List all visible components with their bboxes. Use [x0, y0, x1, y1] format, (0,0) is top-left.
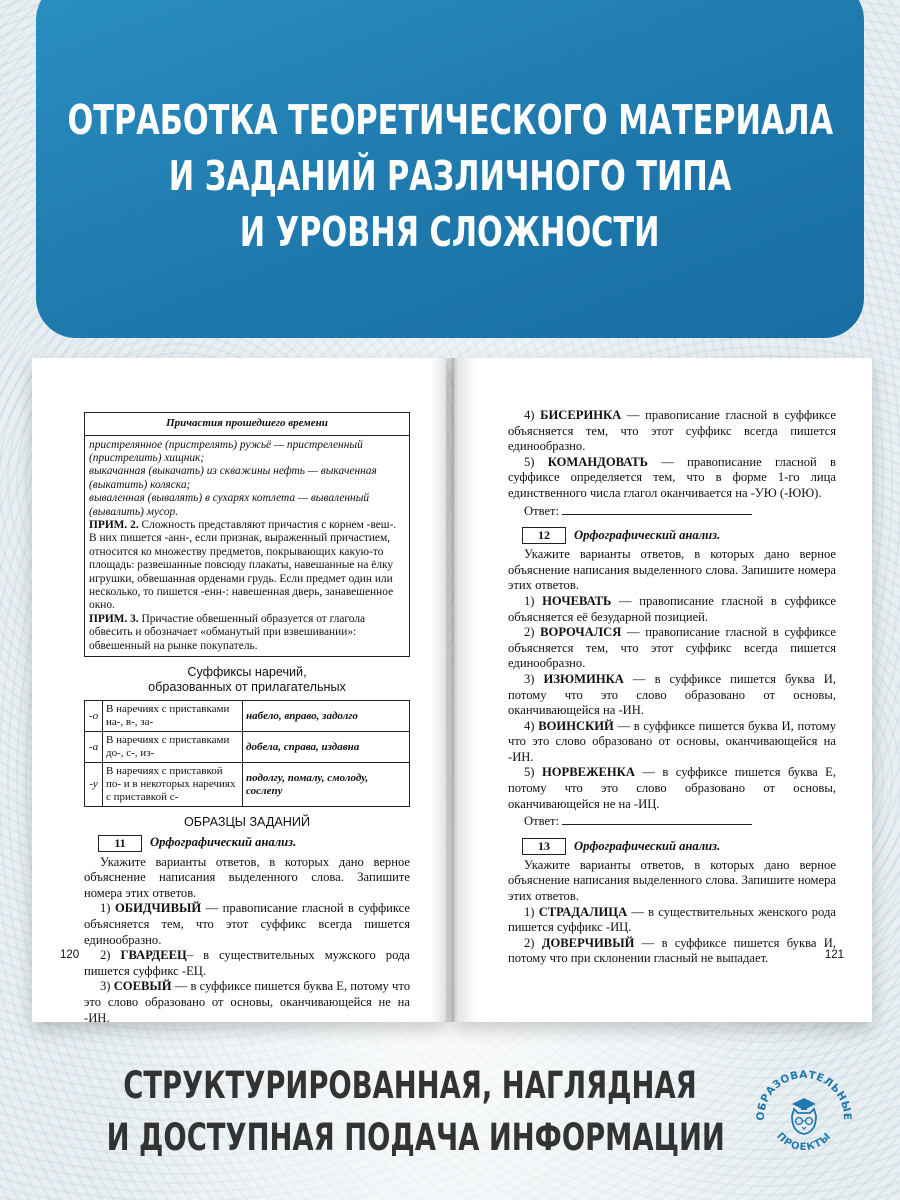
list-item: 3) ИЗЮМИНКА — в суффиксе пишется буква И, потому что это слово образовано от основы, оканчивающейся на -ИН. [508, 671, 836, 718]
task-title: Орфографический анализ. [574, 527, 721, 542]
top-banner [36, 0, 864, 338]
list-item: 1) ОБИДЧИВЫЙ — правописание гласной в суффиксе объясняется тем, что этот суффикс всегда пишется единообразно. [84, 901, 410, 947]
box-caption: Причастия прошедшего времени [85, 413, 409, 436]
left-page [32, 358, 446, 1025]
task-instruction: Укажите варианты ответов, в которых дано верное объяснение написания выделенного слова. Запишите номера этих ответов. [508, 547, 836, 593]
example-2: выкачанная (выкачать) из скважины нефть — выкаченная (выкатить) коляска; [89, 465, 377, 491]
samples-title: ОБРАЗЦЫ ЗАДАНИЙ [184, 815, 310, 830]
banner-line-1: ОТРАБОТКА ТЕОРЕТИЧЕСКОГО МАТЕРИАЛА [67, 96, 833, 144]
task-11-header [98, 835, 410, 852]
banner-line-3: И УРОВНЯ СЛОЖНОСТИ [240, 208, 660, 256]
publisher-logo [748, 1060, 860, 1172]
table-row: -а В наречиях с приставками до-, с-, из- добела, справа, издавна [85, 732, 410, 763]
open-book [30, 358, 878, 1028]
task-number: 11 [98, 835, 142, 852]
task-instruction: Укажите варианты ответов, в которых дано верное объяснение написания выделенного слова. Запишите номера этих ответов. [84, 854, 410, 900]
task-title: Орфографический анализ. [150, 835, 297, 850]
list-item: 5) НОРВЕЖЕНКА — в суффиксе пишется буква Е, потому что это слово образовано от основы, оканчивающейся не на -ИЦ. [508, 765, 836, 811]
answer-field: Ответ: [508, 814, 836, 830]
example-1: пристрелянное (пристрелять) ружьё — пристреленный (пристрелить) хищник; [89, 438, 363, 464]
task-12-header [522, 527, 836, 544]
cat-scholar-icon [792, 1098, 816, 1134]
list-item: 2) ГВАРДЕЕЦ– в существительных мужского рода пишется суффикс -ЕЦ. [84, 948, 410, 978]
right-page [454, 358, 872, 1022]
bottom-line-1: СТРУКТУРИРОВАННАЯ, НАГЛЯДНАЯ [123, 1064, 697, 1107]
page-number-right: 121 [824, 949, 844, 962]
list-item: 2) ВОРОЧАЛСЯ — правописание гласной в суффиксе объясняется тем, что этот суффикс всегда пишется единообразно. [508, 625, 836, 671]
banner-line-2: И ЗАДАНИЙ РАЗЛИЧНОГО ТИПА [168, 152, 732, 200]
page-number-left: 120 [60, 949, 80, 962]
table-row: -о В наречиях с приставками на-, в-, за- набело, вправо, задолго [85, 701, 410, 732]
participle-box [84, 412, 410, 657]
list-item: 3) СОЕВЫЙ — в суффиксе пишется буква Е, потому что это слово образовано от основы, оканчивающейся не на -ИН. [84, 979, 411, 1025]
bottom-line-2: И ДОСТУПНАЯ ПОДАЧА ИНФОРМАЦИИ [106, 1116, 725, 1159]
task-13-header [522, 838, 836, 855]
task-title: Орфографический анализ. [574, 838, 721, 853]
suffix-table-title: Суффиксы наречий, образованных от прилагательных [148, 665, 346, 695]
suffix-table [84, 700, 410, 807]
answer-field: Ответ: [508, 504, 836, 520]
list-item: 5) КОМАНДОВАТЬ — правописание гласной в суффиксе определяется тем, что в форме 1-го лица единственного числа глагол оканчивается на -УЮ (-ЮЮ). [508, 454, 836, 500]
logo-top-text: ОБРАЗОВАТЕЛЬНЫЕ [754, 1068, 854, 1121]
note-2: ПРИМ. 2. Сложность представляют причастия с корнем -веш-. В них пишется -анн-, если признак, выраженный причастием, относится ко множеству предметов, покрывающих какую-то площадь: развешанные повсюду плакаты, навешанные на ёлку игрушки, обвешанная орденами грудь. Если предмет один или несколько, то пишется -енн-: навешенная дверь, занавешенное окно. [89, 519, 397, 612]
bottom-caption [0, 1060, 820, 1164]
example-3: вываленная (вывалять) в сухарях котлета — вываленный (вывалить) мусор. [89, 492, 370, 518]
list-item: 1) СТРАДАЛИЦА — в существительных женского рода пишется суффикс -ИЦ. [508, 904, 836, 935]
list-item: 2) ДОВЕРЧИВЫЙ — в суффиксе пишется буква И, потому что при склонении гласный не выпадает. [508, 935, 836, 966]
task-number: 13 [522, 838, 566, 855]
list-item: 4) БИСЕРИНКА — правописание гласной в суффиксе объясняется тем, что этот суффикс всегда пишется единообразно. [508, 408, 836, 454]
task-instruction: Укажите варианты ответов, в которых дано верное объяснение написания выделенного слова. Запишите номера этих ответов. [508, 857, 836, 904]
table-row: -у В наречиях с приставкой по- и в некоторых наречиях с приставкой с- подолгу, помалу, смолоду, сослепу [85, 763, 410, 807]
logo-bottom-text: ПРОЕКТЫ [774, 1130, 834, 1154]
note-3: ПРИМ. 3. Причастие обвешенный образуется от глагола обвесить и обозначает «обманутый при взвешивании»: обвешенный на рынке покупатель. [89, 612, 366, 652]
list-item: 4) ВОИНСКИЙ — в суффиксе пишется буква И, потому что это слово образовано от основы, оканчивающейся на -ИН. [508, 718, 837, 764]
list-item: 1) НОЧЕВАТЬ — правописание гласной в суффиксе объясняется её безударной позицией. [508, 593, 836, 624]
task-number: 12 [522, 527, 566, 544]
